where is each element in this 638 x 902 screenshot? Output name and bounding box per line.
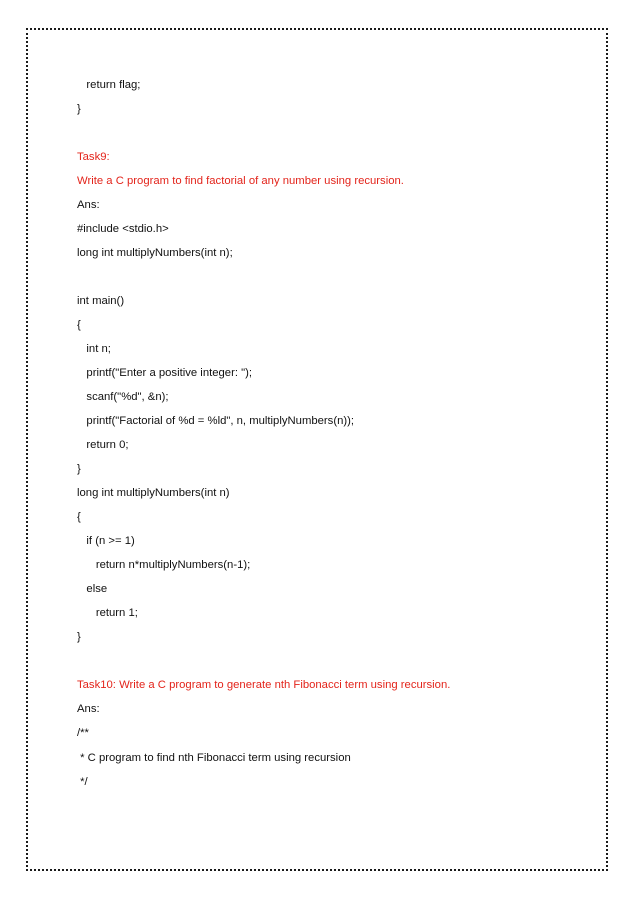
- code-line: printf("Enter a positive integer: ");: [77, 367, 253, 379]
- code-line: Ans:: [77, 703, 100, 715]
- task-heading-line: Task10: Write a C program to generate nth Fibonacci term using recursion.: [77, 679, 451, 691]
- code-line: {: [77, 319, 81, 331]
- code-line: if (n >= 1): [77, 535, 135, 547]
- code-line: return 0;: [77, 439, 129, 451]
- code-line: printf("Factorial of %d = %ld", n, multiplyNumbers(n));: [77, 415, 355, 427]
- code-line: {: [77, 511, 81, 523]
- code-line: #include <stdio.h>: [77, 223, 169, 235]
- code-line: */: [77, 776, 88, 788]
- code-line: }: [77, 631, 81, 643]
- code-line: int n;: [77, 343, 111, 355]
- code-line: return flag;: [77, 79, 141, 91]
- code-line: return n*multiplyNumbers(n-1);: [77, 559, 251, 571]
- task-heading-line: Write a C program to find factorial of any number using recursion.: [77, 175, 404, 187]
- code-line: }: [77, 103, 81, 115]
- code-line: long int multiplyNumbers(int n);: [77, 247, 233, 259]
- task-heading-line: Task9:: [77, 151, 110, 163]
- code-line: /**: [77, 727, 89, 739]
- code-line: scanf("%d", &n);: [77, 391, 169, 403]
- code-line: int main(): [77, 295, 125, 307]
- code-line: }: [77, 463, 81, 475]
- code-line: return 1;: [77, 607, 138, 619]
- code-line: long int multiplyNumbers(int n): [77, 487, 230, 499]
- code-line: Ans:: [77, 199, 100, 211]
- code-line: else: [77, 583, 108, 595]
- code-line: * C program to find nth Fibonacci term using recursion: [77, 752, 351, 764]
